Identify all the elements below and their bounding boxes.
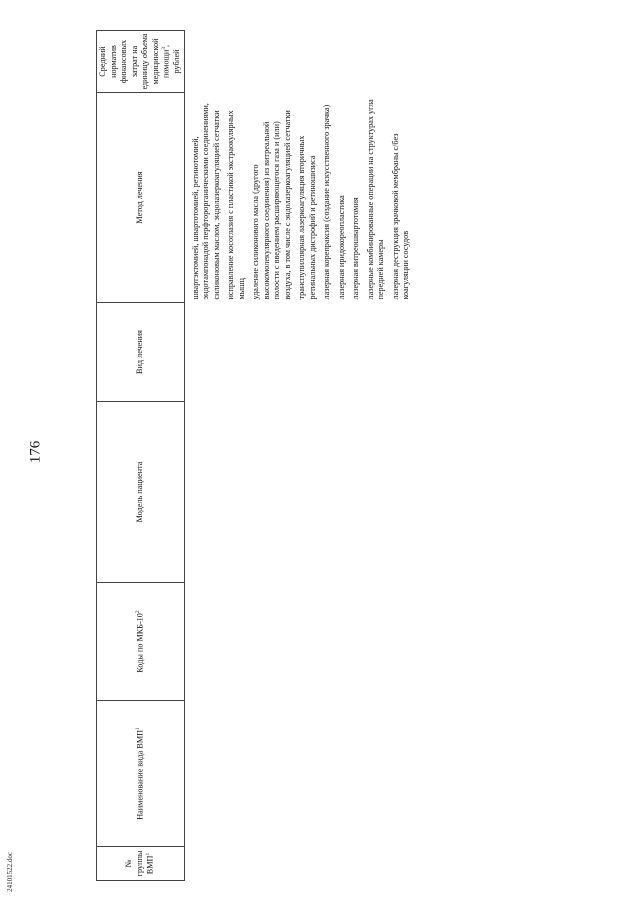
header-treatment-method: Метод лечения <box>97 93 185 303</box>
cell-mkb-codes <box>184 583 422 701</box>
header-vmp-name: Наименование вида ВМП$^1$ <box>97 701 185 847</box>
method-item: транспупиллярная лазеркоагуляция вторичных ретинальных дистрофий и ретиношизиса <box>297 135 317 300</box>
method-item: исправление косоглазия с пластикой экстраокулярных мышц <box>226 110 246 300</box>
method-item: лазерные комбинированные операции на структурах угла передней камеры <box>365 99 386 300</box>
header-group-no: № группы ВМП$^1$ <box>97 847 185 881</box>
method-item: лазерная деструкция зрачковой мембраны с/без коагуляции сосудов <box>390 133 411 300</box>
cell-vmp-name <box>184 701 422 847</box>
header-treatment-type: Вид лечения <box>97 303 185 402</box>
vmp-table <box>96 30 422 881</box>
method-item: лазерная иридокореопластика <box>336 195 346 300</box>
cell-treatment-type <box>184 303 422 402</box>
footer-filename: 24101522.doc <box>6 852 14 892</box>
table-row <box>184 31 422 881</box>
method-item: удаление силиконового масла (другого высокомолекулярного соединения) из витреальной полости с введением расширяющегося газа и (или) воздуха, в том числе с эндолазеркоагуляцией сетчатки <box>251 110 292 300</box>
cell-group-no <box>184 847 422 881</box>
rotated-table-container <box>96 31 638 881</box>
method-item: лазерная корепраксия (создание искусственного зрачка) <box>322 104 332 300</box>
header-avg-cost: Средний норматив финансовых затрат на единицу объема медицинской помощи$^3$, рублей <box>97 31 185 93</box>
header-mkb-codes: Коды по МКБ-$10^2$ <box>97 583 185 701</box>
page-number: 176 <box>27 440 44 464</box>
method-item: швартэктомией, швартотомией, ретинотомией, эндотампонадой перфторорганическими соединениями, силиконовым маслом, эндолазеркоагуляцией сетчатки <box>190 103 221 300</box>
header-row <box>97 31 185 881</box>
cell-treatment-method <box>184 93 422 303</box>
header-patient-model: Модель пациента <box>97 402 185 583</box>
method-item: лазерная витреошвартотомия <box>351 197 361 300</box>
cell-avg-cost <box>184 31 422 93</box>
cell-patient-model <box>184 402 422 583</box>
